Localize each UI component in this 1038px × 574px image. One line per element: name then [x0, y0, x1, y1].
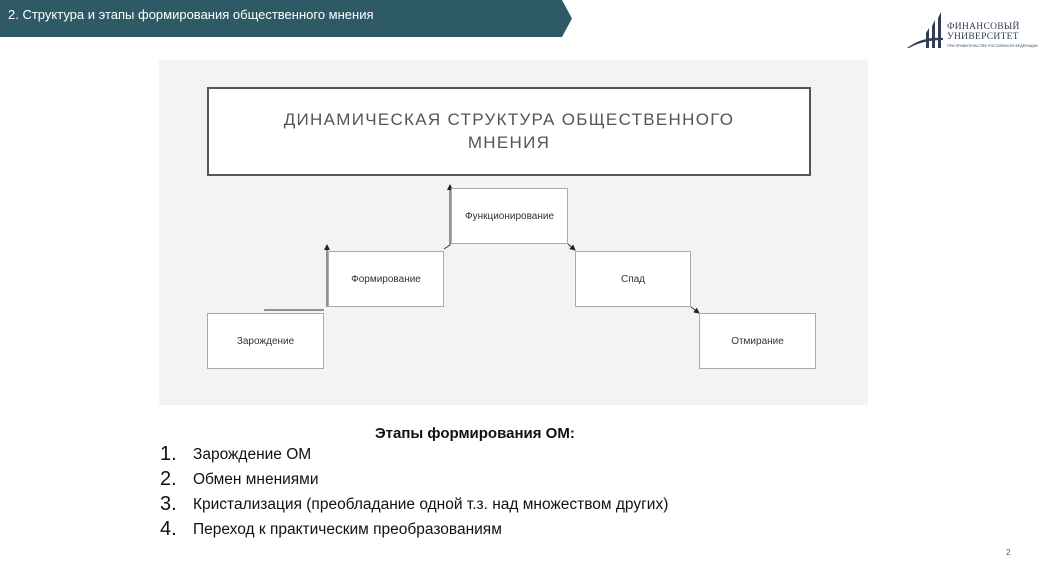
list-item-text: Обмен мнениями — [193, 471, 319, 488]
logo-text-line1: ФИНАНСОВЫЙ — [947, 22, 1020, 32]
list-item-number: 1. — [160, 443, 177, 465]
list-item-number: 4. — [160, 518, 177, 540]
list-item-text: Кристализация (преобладание одной т.з. над множеством других) — [193, 496, 669, 513]
list-item-text: Зарождение ОМ — [193, 446, 312, 463]
step-box-formirovanie: Формирование — [328, 251, 444, 307]
logo-text-line3: ПРИ ПРАВИТЕЛЬСТВЕ РОССИЙСКОЙ ФЕДЕРАЦИИ — [947, 44, 1038, 48]
slide-title: 2. Структура и этапы формирования общественного мнения — [8, 7, 374, 22]
logo-text-line2: УНИВЕРСИТЕТ — [947, 32, 1019, 42]
arrow-2 — [444, 185, 450, 249]
step-box-spad: Спад — [575, 251, 691, 307]
arrow-3 — [568, 244, 575, 250]
step-box-zarozhdenie: Зарождение — [207, 313, 324, 369]
step-box-otmiranie: Отмирание — [699, 313, 816, 369]
step-box-funktsionirovanie: Функционирование — [451, 188, 568, 244]
diagram-title-box: ДИНАМИЧЕСКАЯ СТРУКТУРА ОБЩЕСТВЕННОГО МНЕНИЯ — [207, 87, 811, 176]
connector-1 — [265, 310, 324, 311]
header-bar — [0, 0, 572, 37]
page-number: 2 — [1006, 548, 1011, 557]
logo-emblem-icon — [905, 10, 947, 52]
diagram-panel — [159, 60, 868, 405]
university-logo — [905, 10, 1038, 52]
list-item-text: Переход к практическим преобразованиям — [193, 521, 502, 538]
arrow-4 — [691, 307, 699, 313]
list-item-number: 2. — [160, 468, 177, 490]
list-item-number: 3. — [160, 493, 177, 515]
stages-heading: Этапы формирования ОМ: — [375, 425, 575, 442]
